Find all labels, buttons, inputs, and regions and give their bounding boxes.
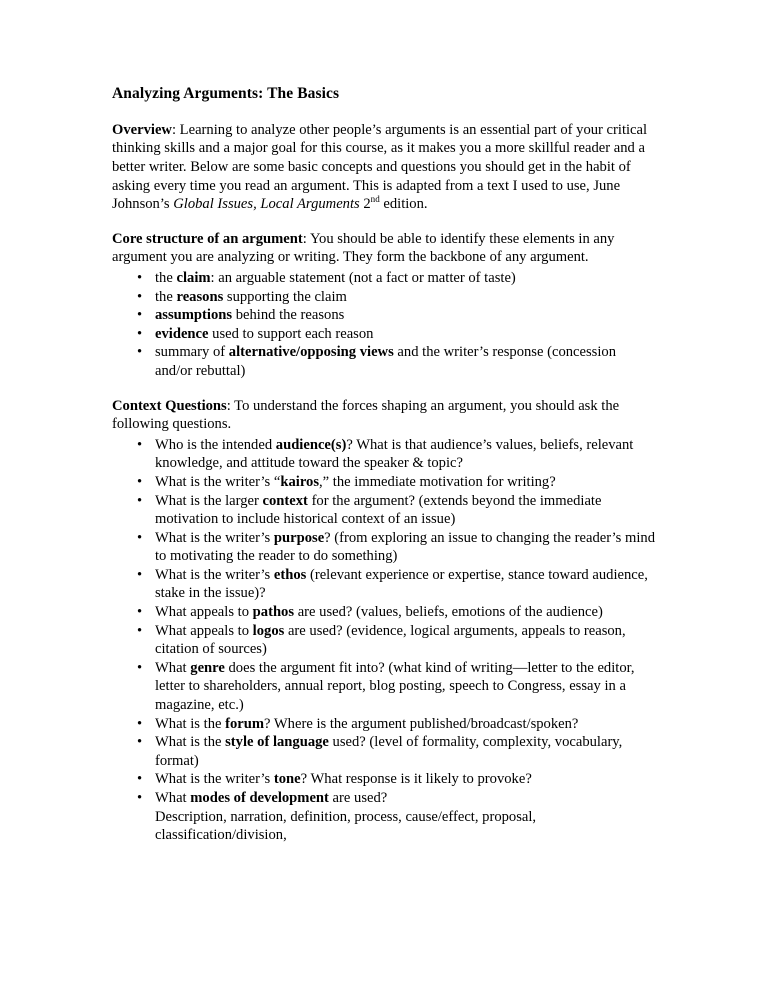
item-prefix: What <box>155 790 191 807</box>
item-suffix: does the argument fit into? (what kind of writing—letter to the editor, letter to shareholders, annual report, blog posting, speech to Congress, essay in a magazine, etc.) <box>155 659 635 714</box>
item-suffix: used? (level of formality, complexity, vocabulary, format) <box>155 734 623 769</box>
item-suffix: : an arguable statement (not a fact or matter of taste) <box>210 269 516 286</box>
item-prefix: the <box>155 269 177 286</box>
item-suffix: and the writer’s response (concession and/or rebuttal) <box>155 344 617 379</box>
item-keyword: forum <box>225 715 265 732</box>
bullet-icon: • <box>137 566 143 583</box>
item-prefix: What is the larger <box>155 492 263 509</box>
list-item <box>112 306 656 325</box>
item-suffix: ? Where is the argument published/broadcast/spoken? <box>264 715 579 732</box>
overview-text: : Learning to analyze other people’s arguments is an essential part of your critical thinking skills and a major goal for this course, as it makes you a more skillful reader and a better writer. Below are some basic concepts and questions you should get in the habit of asking every time you read an argument. This is adapted from a text I used to use, June Johnson’s <box>112 121 648 213</box>
item-suffix: are used? (values, beliefs, emotions of the audience) <box>294 604 603 621</box>
core-structure-text: : You should be able to identify these elements in any argument you are analyzing or writing. They form the backbone of any argument. <box>112 230 615 266</box>
item-suffix: ,” the immediate motivation for writing? <box>319 473 556 490</box>
item-keyword: genre <box>190 659 225 676</box>
overview-label: Overview <box>112 121 172 138</box>
item-keyword: claim <box>176 269 211 286</box>
bullet-icon: • <box>137 436 143 453</box>
item-suffix: are used? (evidence, logical arguments, appeals to reason, citation of sources) <box>155 622 626 658</box>
list-item <box>112 789 656 845</box>
bullet-icon: • <box>137 307 143 324</box>
item-keyword: audience(s) <box>275 436 347 453</box>
list-item <box>112 566 656 603</box>
item-prefix: What is the writer’s “ <box>155 473 281 490</box>
item-prefix: What is the writer’s <box>155 529 274 546</box>
item-suffix: behind the reasons <box>232 307 345 324</box>
item-suffix: for the argument? (extends beyond the immediate motivation to include historical context of an issue) <box>155 492 602 528</box>
item-prefix: What is the writer’s <box>155 566 274 583</box>
item-prefix: Who is the intended <box>155 436 276 453</box>
item-prefix: the <box>155 288 177 305</box>
list-item <box>112 622 656 659</box>
list-item <box>112 715 656 734</box>
core-structure-list <box>112 269 656 381</box>
item-keyword: purpose <box>273 529 325 546</box>
item-keyword: evidence <box>155 325 209 342</box>
item-prefix: What <box>155 659 191 676</box>
item-suffix: ? (from exploring an issue to changing the reader’s mind to motivating the reader to do something) <box>155 529 656 565</box>
bullet-icon: • <box>137 529 143 546</box>
overview-paragraph <box>112 121 656 214</box>
bullet-icon: • <box>137 604 143 621</box>
item-keyword: pathos <box>252 604 295 621</box>
item-prefix: What is the <box>155 734 226 751</box>
bullet-icon: • <box>137 715 143 732</box>
context-questions-text: : To understand the forces shaping an argument, you should ask the following questions. <box>112 397 620 433</box>
list-item <box>112 492 656 529</box>
context-questions-list <box>112 436 656 845</box>
bullet-icon: • <box>137 288 143 305</box>
item-suffix: ? What response is it likely to provoke? <box>300 771 532 788</box>
list-item <box>112 770 656 789</box>
list-item <box>112 529 656 566</box>
item-keyword: modes of development <box>190 790 329 807</box>
item-keyword: style of language <box>225 734 329 751</box>
list-item <box>112 436 656 473</box>
bullet-icon: • <box>137 269 143 286</box>
bullet-icon: • <box>137 492 143 509</box>
core-structure-label: Core structure of an argument <box>112 230 303 247</box>
context-questions-paragraph <box>112 397 656 434</box>
item-keyword: assumptions <box>155 307 233 324</box>
list-item <box>112 473 656 492</box>
bullet-icon: • <box>137 473 143 490</box>
item-keyword: logos <box>252 622 285 639</box>
item-keyword: alternative/opposing views <box>228 344 394 361</box>
page-title: Analyzing Arguments: The Basics <box>112 85 340 102</box>
list-item <box>112 269 656 288</box>
overview-book-title: Global Issues, Local Arguments <box>173 196 360 213</box>
item-keyword: reasons <box>176 288 224 305</box>
item-keyword: tone <box>273 771 301 788</box>
item-prefix: summary of <box>155 344 229 361</box>
bullet-icon: • <box>137 622 143 639</box>
item-prefix: What is the writer’s <box>155 771 274 788</box>
core-structure-paragraph <box>112 230 656 267</box>
item-prefix: What is the <box>155 715 226 732</box>
overview-edition-suffix: edition. <box>379 196 428 213</box>
overview-edition-number: 2 <box>359 196 371 213</box>
bullet-icon: • <box>137 344 143 361</box>
item-suffix: are used? <box>328 790 388 807</box>
item-keyword: context <box>262 492 308 509</box>
item-keyword: ethos <box>273 566 307 583</box>
overview-edition-ordinal: nd <box>370 194 380 205</box>
item-prefix: What appeals to <box>155 604 253 621</box>
context-questions-label: Context Questions <box>112 397 227 414</box>
item-prefix: What appeals to <box>155 622 253 639</box>
bullet-icon: • <box>137 325 143 342</box>
item-suffix: supporting the claim <box>223 288 347 305</box>
bullet-icon: • <box>137 790 143 807</box>
item-suffix: used to support each reason <box>208 325 374 342</box>
item-suffix: (relevant experience or expertise, stance toward audience, stake in the issue)? <box>155 566 648 602</box>
list-item <box>112 343 656 380</box>
item-keyword: kairos <box>280 473 320 490</box>
list-item <box>112 659 656 715</box>
list-item <box>112 603 656 622</box>
bullet-icon: • <box>137 771 143 788</box>
bullet-icon: • <box>137 659 143 676</box>
bullet-icon: • <box>137 734 143 751</box>
list-item <box>112 325 656 344</box>
list-item <box>112 733 656 770</box>
list-item <box>112 288 656 307</box>
item-suffix: ? What is that audience’s values, beliefs, relevant knowledge, and attitude toward the speaker & topic? <box>155 436 634 472</box>
item-continuation: Description, narration, definition, process, cause/effect, proposal, classification/division, <box>155 808 537 844</box>
